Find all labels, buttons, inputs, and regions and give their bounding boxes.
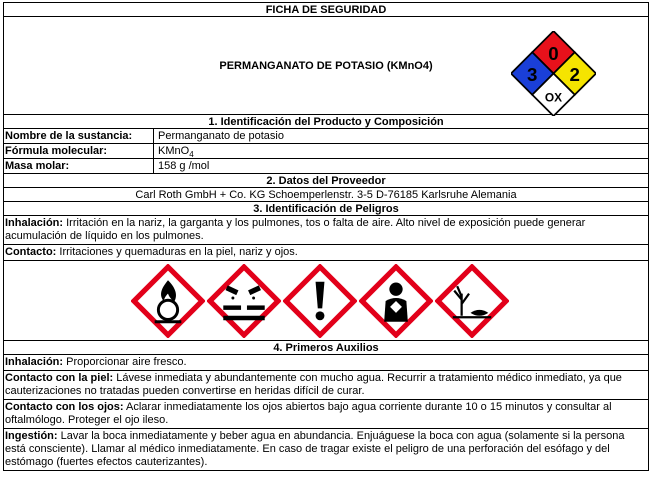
- hazard-contact: [4, 245, 648, 261]
- formula-subscript: 4: [189, 150, 194, 160]
- nfpa-flammability-value: 0: [548, 42, 559, 64]
- hazard-inhalation-label: Inhalación:: [5, 217, 64, 229]
- first-aid-text: Lavar la boca inmediatamente y beber agua en abundancia. Enjuáguese la boca con agua (solamente si la persona está consciente). Llamar al médico inmediatamente. En caso de tragar existe el peligro de una perforación del esófago y del estómago (fuertes efectos cauterizantes).: [5, 430, 625, 468]
- nfpa-diamond-icon: [511, 31, 596, 116]
- section3-title: 3. Identificación de Peligros: [4, 202, 648, 216]
- hazard-inhalation: [4, 216, 648, 245]
- first-aid-label: Contacto con los ojos:: [5, 401, 124, 413]
- substance-title: PERMANGANATO DE POTASIO (KMnO4): [219, 60, 433, 72]
- health-hazard-icon: [359, 264, 433, 338]
- field-value: [154, 144, 194, 158]
- hazard-contact-label: Contacto:: [5, 246, 57, 258]
- field-row: [4, 159, 648, 174]
- hazard-contact-text: Irritaciones y quemaduras en la piel, nariz y ojos.: [56, 246, 298, 258]
- sheet-title: FICHA DE SEGURIDAD: [4, 3, 648, 17]
- first-aid-item: [4, 429, 648, 470]
- first-aid-text: Lávese inmediata y abundantemente con mucho agua. Recurrir a tratamiento médico inmediato, ya que cauterizaciones no tratadas pueden convertirse en heridas difícil de curar.: [5, 372, 622, 397]
- first-aid-item: [4, 400, 648, 429]
- field-row: [4, 144, 648, 159]
- field-label: Nombre de la sustancia:: [4, 129, 154, 143]
- nfpa-health-value: 3: [527, 64, 538, 86]
- environment-icon: [435, 264, 509, 338]
- field-label: Masa molar:: [4, 159, 154, 173]
- supplier-text: Carl Roth GmbH + Co. KG Schoemperlenstr. 3-5 D-76185 Karlsruhe Alemania: [4, 188, 648, 202]
- section1-title: 1. Identificación del Producto y Composición: [4, 115, 648, 129]
- title-box: [4, 17, 648, 115]
- field-row: [4, 129, 648, 144]
- first-aid-label: Inhalación:: [5, 356, 64, 368]
- field-label: Fórmula molecular:: [4, 144, 154, 158]
- oxidizer-icon: [131, 264, 205, 338]
- field-value: 158 g /mol: [158, 160, 210, 172]
- corrosive-icon: [207, 264, 281, 338]
- first-aid-item: [4, 371, 648, 400]
- safety-sheet: [3, 2, 649, 471]
- ghs-pictograms: [4, 261, 648, 341]
- field-value: Permanganato de potasio: [158, 130, 284, 142]
- hazard-inhalation-text: Irritación en la nariz, la garganta y los pulmones, tos o falta de aire. Alto nivel de exposición puede generar acumulación de líquido en los pulmones.: [5, 217, 586, 242]
- first-aid-text: Aclarar inmediatamente los ojos abiertos bajo agua corriente durante 10 o 15 minutos y consultar al oftalmólogo. Proteger el ojo ileso.: [5, 401, 612, 426]
- nfpa-reactivity-value: 2: [569, 64, 580, 86]
- first-aid-text: Proporcionar aire fresco.: [63, 356, 187, 368]
- section2-title: 2. Datos del Proveedor: [4, 174, 648, 188]
- formula-main: KMnO: [158, 145, 190, 157]
- nfpa-special-value: OX: [544, 90, 563, 105]
- first-aid-label: Ingestión:: [5, 430, 58, 442]
- first-aid-item: [4, 355, 648, 371]
- section4-title: 4. Primeros Auxilios: [4, 341, 648, 355]
- exclamation-icon: [283, 264, 357, 338]
- first-aid-label: Contacto con la piel:: [5, 372, 114, 384]
